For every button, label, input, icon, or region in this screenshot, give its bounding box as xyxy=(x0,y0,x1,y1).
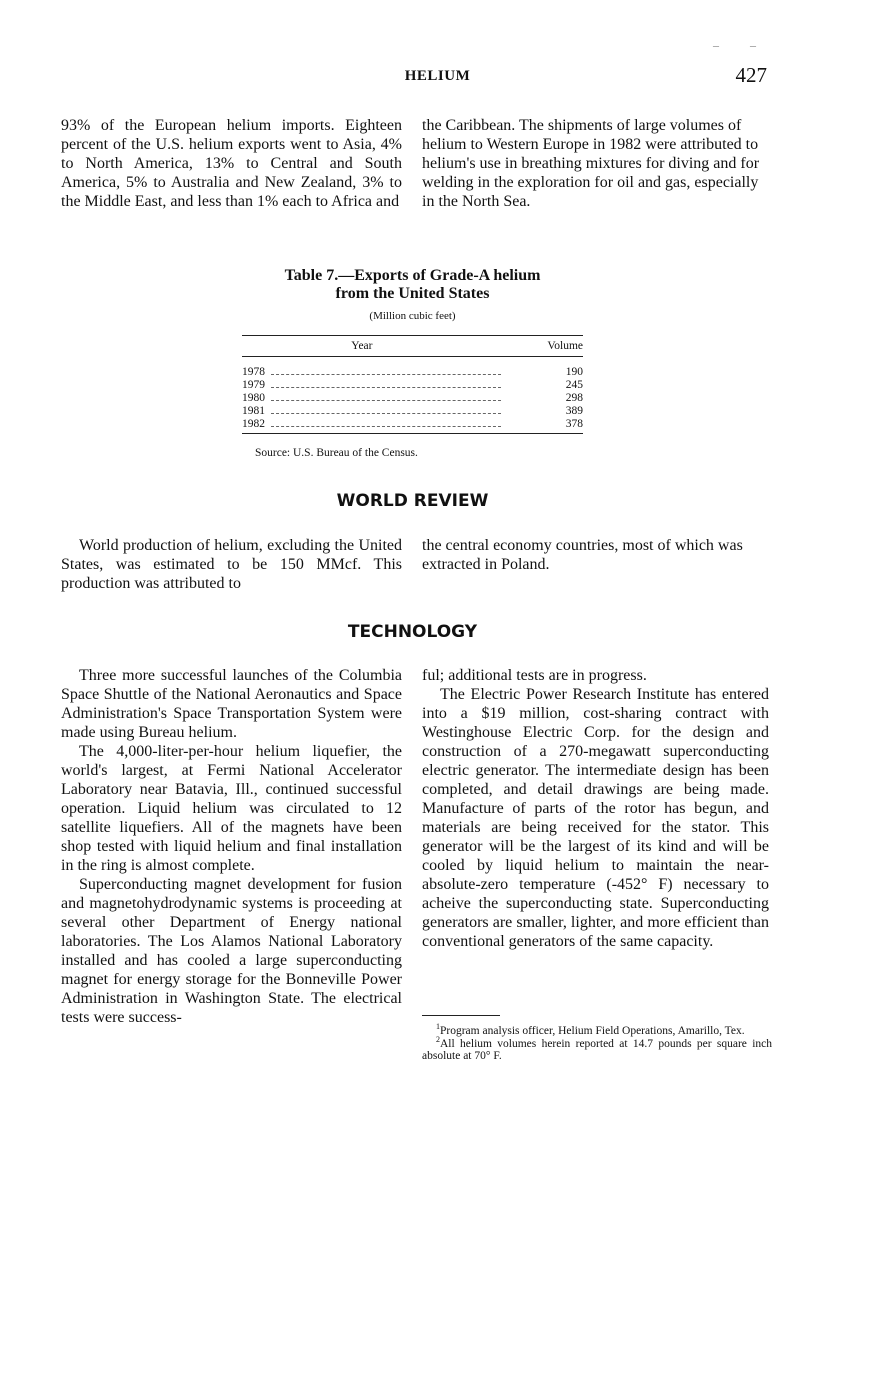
technology-left-paragraph-1: Three more successful launches of the Columbia Space Shuttle of the National Aeronautics and Space Administration's Space Transportation System were made using Bureau helium. xyxy=(61,667,402,741)
table-header-row xyxy=(242,336,583,357)
table-title-line2: from the United States xyxy=(335,285,490,302)
table-cell-year: 1979 xyxy=(242,379,542,392)
table-cell-year: 1982 xyxy=(242,418,542,434)
corner-marks: – – xyxy=(713,38,770,52)
table-cell-year: 1978 xyxy=(242,357,542,380)
world-review-heading: WORLD REVIEW xyxy=(336,491,489,511)
table-cell-volume: 389 xyxy=(565,405,583,417)
table-row xyxy=(242,405,583,418)
intro-left-column xyxy=(61,116,402,211)
table-cell-year: 1980 xyxy=(242,392,542,405)
table-cell-volume: 378 xyxy=(542,418,583,434)
technology-left-paragraph-3: Superconducting magnet development for fusion and magnetohydrodynamic systems is proceeding at several other Department of Energy national laboratories. The Los Alamos National Laboratory installed and has cooled a large superconducting magnet for energy storage for the Bonneville Power Administration in Washington State. The electrical tests were success- xyxy=(61,876,402,1026)
technology-right-paragraph-2: The Electric Power Research Institute has entered into a $19 million, cost-sharing contract with Westinghouse Electric Corp. for the design and construction of a 270-megawatt superconducting electric generator. The intermediate design has been completed, and detail drawings are being made. Manufacture of parts of the rotor has begun, and materials are being received for the stator. This generator will be the largest of its kind and will be cooled by liquid helium to maintain the near-absolute-zero temperature (-452° F) necessary to acheive the superconducting state. Superconducting generators are smaller, lighter, and more efficient than conventional generators of the same capacity. xyxy=(422,686,769,950)
footnote-1-text: Program analysis officer, Helium Field Operations, Amarillo, Tex. xyxy=(440,1025,745,1037)
table-cell-volume: 298 xyxy=(565,392,583,404)
technology-left-paragraph-2: The 4,000-liter-per-hour helium liquefier, the world's largest, at Fermi National Accelerator Laboratory near Batavia, Ill., continued successful operation. Liquid helium was circulated to 12 satellite liquefiers. All of the magnets have been shop tested with liquid helium and final installation in the ring is almost complete. xyxy=(61,743,402,874)
table-title-line1: Table 7.—Exports of Grade-A helium xyxy=(284,267,541,284)
footnote-2 xyxy=(422,1034,772,1063)
intro-right-column xyxy=(422,116,769,211)
table-row xyxy=(242,418,583,434)
table-row xyxy=(242,357,583,380)
column-header-year: Year xyxy=(242,336,542,357)
world-review-left-paragraph: World production of helium, excluding the United States, was estimated to be 150 MMcf. This production was attributed to xyxy=(61,537,402,592)
table-units: (Million cubic feet) xyxy=(369,310,456,322)
table-cell-year: 1981 xyxy=(242,405,542,418)
world-review-left-column xyxy=(61,536,402,593)
column-header-volume: Volume xyxy=(542,336,583,357)
footnote-1-mark: 1 xyxy=(436,1022,440,1032)
technology-right-column xyxy=(422,666,769,951)
world-review-right-column xyxy=(422,536,769,574)
running-head: HELIUM xyxy=(404,68,471,84)
footnote-2-text: All helium volumes herein reported at 14.7 pounds per square inch absolute at 70° F. xyxy=(422,1037,772,1062)
footnote-2-mark: 2 xyxy=(436,1034,440,1044)
table-cell-volume: 190 xyxy=(565,366,583,378)
exports-table xyxy=(242,335,583,434)
table-row xyxy=(242,379,583,392)
footnote-rule xyxy=(422,1015,500,1016)
table-title xyxy=(0,267,825,303)
technology-heading: TECHNOLOGY xyxy=(347,622,478,642)
table-source-note: Source: U.S. Bureau of the Census. xyxy=(255,447,418,459)
intro-right-paragraph: the Caribbean. The shipments of large volumes of helium to Western Europe in 1982 were attributed to helium's use in breathing mixtures for diving and for welding in the exploration for oil and gas, especially in the North Sea. xyxy=(422,117,760,210)
page-number: 427 xyxy=(735,63,767,87)
table-row xyxy=(242,392,583,405)
world-review-right-paragraph: the central economy countries, most of which was extracted in Poland. xyxy=(422,537,743,573)
table-cell-volume: 245 xyxy=(565,379,583,391)
technology-right-paragraph-1: ful; additional tests are in progress. xyxy=(422,667,647,684)
technology-left-column xyxy=(61,666,402,1027)
intro-left-paragraph: 93% of the European helium imports. Eighteen percent of the U.S. helium exports went to Asia, 4% to North America, 13% to Central and South America, 5% to Australia and New Zealand, 3% to the Middle East, and less than 1% each to Africa and xyxy=(61,117,402,210)
footnotes xyxy=(422,1022,772,1063)
footnote-1 xyxy=(422,1022,772,1038)
